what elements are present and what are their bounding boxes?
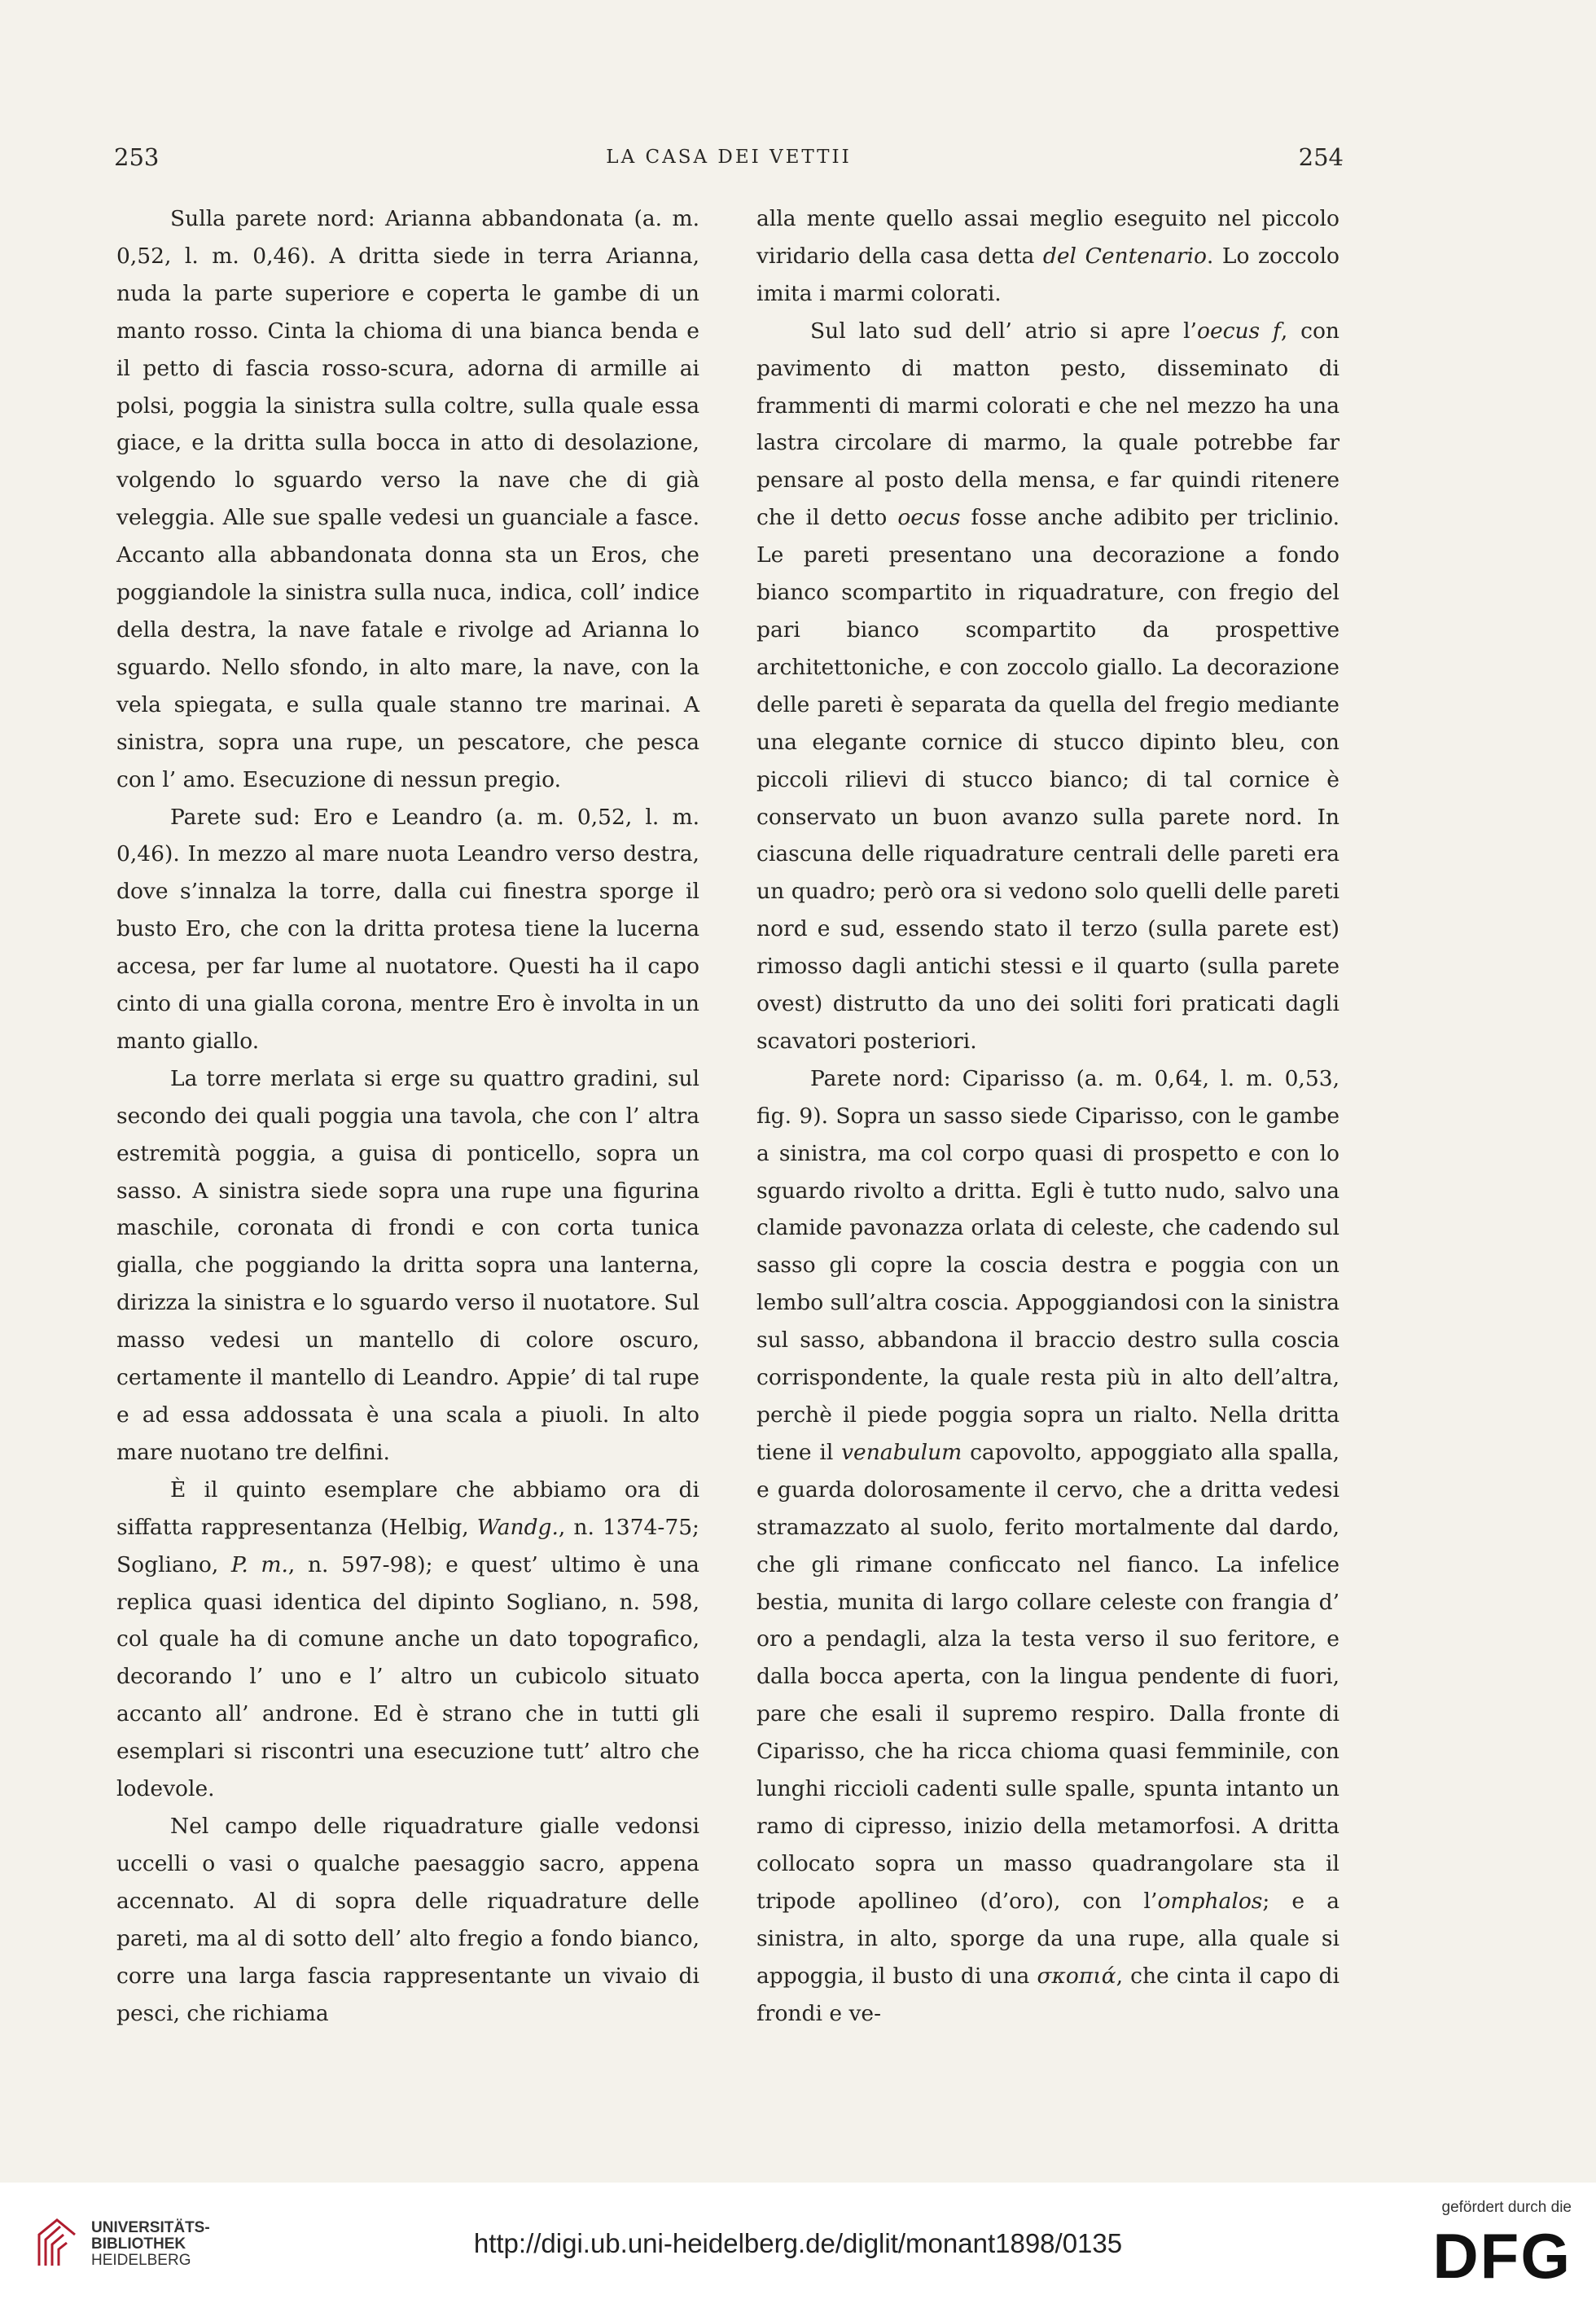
dfg-logo: DFG: [1432, 2220, 1572, 2292]
library-name: UNIVERSITÄTS- BIBLIOTHEK HEIDELBERG: [91, 2219, 210, 2269]
paragraph: Sulla parete nord: Arianna abbandonata (a. m. 0,52, l. m. 0,46). A dritta siede in terra Arianna, nuda la parte superiore e coperta le gambe di un manto rosso. Cinta la chioma di una bianca benda e il petto di fascia rosso-scura, adorna di armille ai polsi, poggia la sinistra sulla coltre, sulla quale essa giace, e la dritta sulla bocca in atto di desolazione, volgendo lo sguardo verso la nave che di già veleggia. Alle sue spalle vedesi un guanciale a fasce. Accanto alla abbandonata donna sta un Eros, che poggiandole la sinistra sulla nuca, indica, coll’ indice della destra, la nave fatale e rivolge ad Arianna lo sguardo. Nello sfondo, in alto mare, la nave, con la vela spiegata, e sulla quale stanno tre marinai. A sinistra, sopra una rupe, un pescatore, che pesca con l’ amo. Esecuzione di nessun pregio.: [116, 206, 699, 792]
paragraph: Sul lato sud dell’ atrio si apre l’oecus f, con pavimento di matton pesto, disseminato di frammenti di marmi colorati e che nel mezzo ha una lastra circolare di marmo, la quale potrebbe far pensare al posto della mensa, e far quindi ritenere che il detto oecus fosse anche adibito per triclinio. Le pareti presentano una decorazione a fondo bianco scompartito in riquadrature, con fregio del pari bianco scompartito da prospettive architettoniche, e con zoccolo giallo. La decorazione delle pareti è separata da quella del fregio mediante una elegante cornice di stucco dipinto bleu, con piccoli rilievi di stucco bianco; di tal cornice è conservato un buon avanzo sulla parete nord. In ciascuna delle riquadrature centrali delle pareti era un quadro; però ora si vedono solo quelli delle pareti nord e sud, essendo stato il terzo (sulla parete est) rimosso dagli antichi stessi e il quarto (sulla parete ovest) distrutto da uno dei soliti fori praticati dagli scavatori posteriori.: [756, 318, 1340, 1054]
paragraph: La torre merlata si erge su quattro gradini, sul secondo dei quali poggia una tavola, che con l’ altra estremità poggia, a guisa di ponticello, sopra un sasso. A sinistra siede sopra una rupe una figurina maschile, coronata di frondi e con corta tunica gialla, che poggiando la dritta sopra una lanterna, dirizza la sinistra e lo sguardo verso il nuotatore. Sul masso vedesi un mantello di colore oscuro, certamente il mantello di Leandro. Appie’ di tal rupe e ad essa addossata è una scala a piuoli. In alto mare nuotano tre delfini.: [116, 1065, 699, 1465]
paragraph: Parete nord: Ciparisso (a. m. 0,64, l. m. 0,53, fig. 9). Sopra un sasso siede Ciparisso, con le gambe a sinistra, ma col corpo quasi di prospetto e con lo sguardo rivolto a dritta. Egli è tutto nudo, salvo una clamide pavonazza orlata di celeste, che cadendo sul sasso gli copre la coscia destra e poggia con un lembo sull’altra coscia. Appoggiandosi con la sinistra sul sasso, abbandona il braccio destro sulla coscia corrispondente, la quale resta più in alto dell’altra, perchè il piede poggia sopra un rialto. Nella dritta tiene il venabulum capovolto, appoggiato alla spalla, e guarda dolorosamente il cervo, che a dritta vedesi stramazzato al suolo, ferito mortalmente dal dardo, che gli rimane conficcato nel fianco. La infelice bestia, munita di largo collare celeste con frangia d’ oro a pendagli, alza la testa verso il suo feritore, e dalla bocca aperta, con la lingua pendente di fuori, pare che esali il supremo respiro. Dalla fronte di Ciparisso, che ha ricca chioma quasi femminile, con lunghi riccioli cadenti sulle spalle, spunta intanto un ramo di cipresso, inizio della metamorfosi. A dritta collocato sopra un masso quadrangolare sta il tripode apollineo (d’oro), con l’omphalos; e a sinistra, in alto, sporge da una rupe, alla quale si appoggia, il busto di una σκοπιά, che cinta il capo di frondi e ve-: [756, 1065, 1340, 2026]
funding-label: gefördert durch die: [1441, 2199, 1572, 2216]
paragraph: alla mente quello assai meglio eseguito nel piccolo viridario della casa detta del Centenario. Lo zoccolo imita i marmi colorati.: [756, 206, 1340, 306]
page-number-left: 253: [114, 143, 160, 171]
right-column: [756, 200, 1340, 2032]
running-title: LA CASA DEI VETTII: [606, 147, 852, 168]
running-header: [114, 143, 1344, 176]
source-url-link[interactable]: http://digi.ub.uni-heidelberg.de/diglit/monant1898/0135: [473, 2228, 1123, 2258]
paragraph: Parete sud: Ero e Leandro (a. m. 0,52, l. m. 0,46). In mezzo al mare nuota Leandro verso destra, dove s’innalza la torre, dalla cui finestra sporge il busto Ero, che con la dritta protesa tiene la lucerna accesa, per far lume al nuotatore. Questi ha il capo cinto di una gialla corona, mentre Ero è involta in un manto giallo.: [116, 804, 699, 1054]
digitization-footer: [0, 2183, 1596, 2299]
paragraph: Nel campo delle riquadrature gialle vedonsi uccelli o vasi o qualche paesaggio sacro, appena accennato. Al di sopra delle riquadrature delle pareti, ma al di sotto dell’ alto fregio a fondo bianco, corre una larga fascia rappresentante un vivaio di pesci, che richiama: [116, 1813, 699, 2026]
page-number-right: 254: [1298, 143, 1344, 171]
paragraph: È il quinto esemplare che abbiamo ora di siffatta rappresentanza (Helbig, Wandg., n. 1374-75; Sogliano, P. m., n. 597-98); e quest’ ultimo è una replica quasi identica del dipinto Sogliano, n. 598, col quale ha di comune anche un dato topografico, decorando l’ uno e l’ altro un cubicolo situato accanto all’ androne. Ed è strano che in tutti gli esemplari si riscontri una esecuzione tutt’ altro che lodevole.: [116, 1476, 699, 1802]
left-column: [116, 200, 699, 2032]
